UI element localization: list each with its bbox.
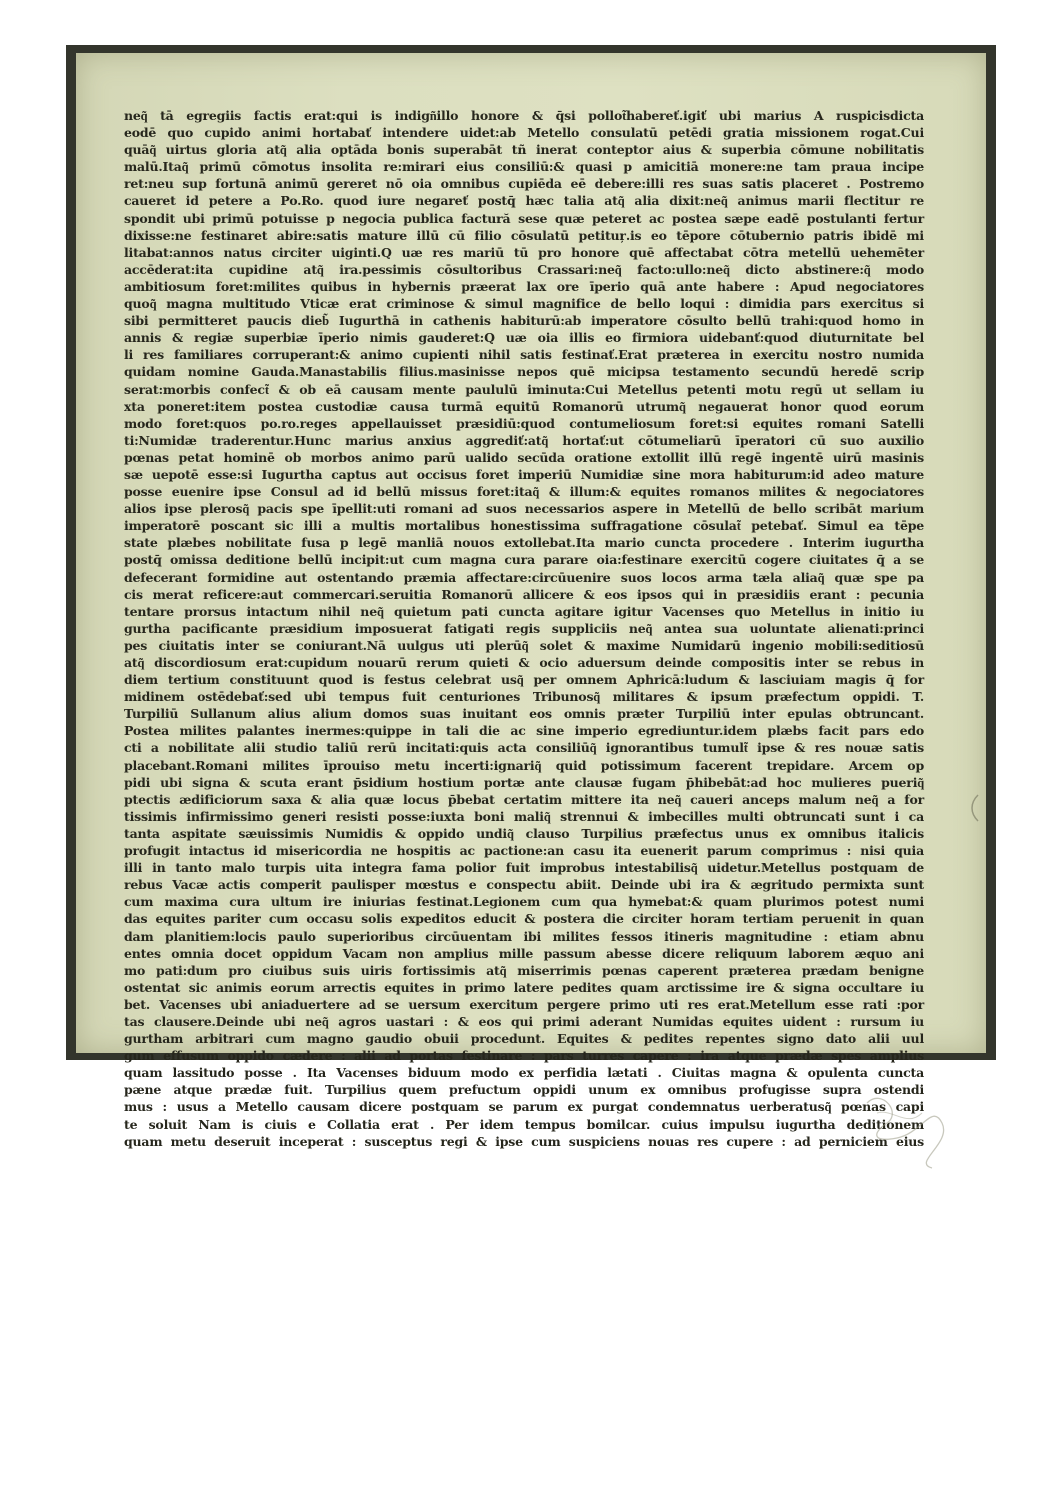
text-line: sæ uepotē esse:si Iugurtha captus aut occisus foret imperiū Numidiæ sine mora habiturum:id adeo mature xyxy=(124,466,924,482)
page-text xyxy=(124,107,924,1150)
text-line: bet. Vacenses ubi aniaduertere ad se uersum exercitum pergere primo uti res erat.Metellum esse rati :por xyxy=(124,996,924,1012)
text-line: tas clausere.Deinde ubi neq͂ agros uastari : & eos qui primi aderant Numidas equites uident : rursum iu xyxy=(124,1013,924,1029)
text-line: sibi permitteret paucis dieb͂ Iugurthā in cathenis habiturū:ab imperatore cōsulto bellū trahi:quod homo in xyxy=(124,313,924,329)
text-line: li res familiares corruperant:& animo cupienti nihil satis festinať.Erat præterea in exercitu nostro numida xyxy=(124,347,924,363)
text-line: state plæbes nobilitate fusa p legē manliā nouos extollebat.Ita mario cuncta procedere . Interim iugurtha xyxy=(124,535,924,551)
text-line: mo pati:dum pro ciuibus suis uiris fortissimis atq͂ miserrimis pœnas caperent præterea prædam benigne xyxy=(124,962,924,978)
text-line: te soluit Nam is ciuis e Collatia erat . Per idem tempus bomilcar. cuius impulsu iugurtha deditionem xyxy=(124,1116,924,1132)
text-line: accēderat:ita cupidine atq͂ ira.pessimis cōsultoribus Crassari:neq͂ facto:ullo:neq͂ dicto abstinere:q͂ modo xyxy=(124,261,924,277)
text-line: ostentat sic animis eorum arrectis equites in primo latere pedites quam arctissime ire & signa occultare iu xyxy=(124,979,924,995)
text-line: quam lassitudo posse . Ita Vacenses biduum modo ex perfidia lætati . Ciuitas magna & opulenta cuncta xyxy=(124,1065,924,1081)
text-line: quoq͂ magna multitudo Vticæ erat criminose & simul magnifice de bello loqui : dimidia pars exercitus si xyxy=(124,296,924,312)
text-line: Turpiliū Sullanum alius alium domos suas inuitant eos omnis præter Turpiliū inter epulas obtruncant. xyxy=(124,706,924,722)
text-line: imperatorē poscant sic illi a multis mortalibus honestissima suffragatione cōsulat͂ petebať. Simul ea tēpe xyxy=(124,518,924,534)
text-line: alios ipse plerosq͂ pacis spe īpellit:uti romani ad suos necessarios aspere in Metellū de bello scribāt marium xyxy=(124,501,924,517)
text-line: mus : usus a Metello causam dicere postquam se parum ex purgat condemnatus uerberatusq͂ pœnas capi xyxy=(124,1099,924,1115)
text-line: pes ciuitatis inter se coniurant.Nā uulgus uti plerūq͂ solet & maxime Numidarū ingenio mobili:seditiosū xyxy=(124,637,924,653)
text-line: tanta aspitate sæuissimis Numidis & oppido undiq͂ clauso Turpilius præfectus unus ex omnibus italicis xyxy=(124,825,924,841)
text-line: spondit ubi primū potuisse p negocia publica factură sese quæ peteret ac postea sæpe eadē postulanti fertur xyxy=(124,210,924,226)
text-line: midinem ostēdebať:sed ubi tempus fuit centuriones Tribunosq͂ militares & ipsum præfectum oppidi. T. xyxy=(124,689,924,705)
text-line: pæne atque prædæ fuit. Turpilius quem prefuctum oppidi unum ex omnibus profugisse supra ostendi xyxy=(124,1082,924,1098)
text-line: ambitiosum foret:milites quibus in hybernis præerat lax ore īperio quā ante habere : Apud negociatores xyxy=(124,278,924,294)
text-line: quāq͂ uirtus gloria atq͂ alia optāda bonis superabāt tñ inerat conteptor aius & superbia cōmune nobilitatis xyxy=(124,142,924,158)
text-line: cti a nobilitate alii studio taliū rerū incitati:quis acta consiliūq͂ ignorantibus tumult͂ ipse & res nouæ satis xyxy=(124,740,924,756)
text-line: litabat:annos natus circiter uiginti.Q uæ res mariū tū pro honore quē affectabat cōtra metellū uehemēter xyxy=(124,244,924,260)
text-line: posse euenire ipse Consul ad id bellū missus foret:itaq͂ & illum:& equites romanos milites & negociatores xyxy=(124,484,924,500)
text-line: caueret id petere a Po.Ro. quod iure negareť postq̄ hæc talia atq͂ alia dixit:neq͂ animus marii flectitur re xyxy=(124,193,924,209)
text-line: Postea milites palantes inermes:quippe in tali die ac sine imperio egrediuntur.idem plæbs facit pars edo xyxy=(124,723,924,739)
text-line: annis & regiæ superbiæ īperio nimis gauderet:Q uæ oia illis eo firmiora uidebanť:quod diuturnitate bel xyxy=(124,330,924,346)
text-line: illi in tanto malo turpis uita integra fama polior fuit improbus intestabilisq͂ uidetur.Metellus postquam de xyxy=(124,860,924,876)
text-line: modo foret:quos po.ro.reges appellauisset præsidiū:quod contumeliosum foret:si equites romani Satelli xyxy=(124,415,924,431)
text-line: gurtha pacificante præsidium imposuerat fatigati regis suppliciis neq͂ antea sua uoluntate alienati:princi xyxy=(124,620,924,636)
text-line: ti:Numidæ traderentur.Hunc marius anxius aggrediť:atq͂ hortať:ut cōtumeliarū īperatori cū suo auxilio xyxy=(124,432,924,448)
margin-mark-icon xyxy=(968,793,982,823)
text-line: malū.Itaq͂ primū cōmotus insolita re:mirari eius consiliū:& quasi p amicitiā monere:ne tam praua incipe xyxy=(124,159,924,175)
text-line: rebus Vacæ actis comperit paulisper mœstus e conspectu abiit. Deinde ubi ira & ægritudo permixta sunt xyxy=(124,877,924,893)
text-line: gurtham arbitrari cum magno gaudio obuii procedunt. Equites & pedites repentes signo dato alii uul xyxy=(124,1031,924,1047)
scan-mount xyxy=(66,45,996,1149)
text-line: placebant.Romani milites īprouiso metu incerti:ignariq͂ quid potissimum facerent trepidare. Arcem op xyxy=(124,757,924,773)
text-line: tentare prorsus intactum nihil neq͂ quietum pati cuncta agitare igitur Vacenses quo Metellus in initio iu xyxy=(124,603,924,619)
text-line: gum effusum oppido cædere : alii ad portas festinare : pars turres capere : ira atque prædæ spes amplius xyxy=(124,1048,924,1064)
text-line: quidam nomine Gauda.Manastabilis filius.masinisse nepos quē micipsa testamento secundū heredē scrip xyxy=(124,364,924,380)
text-line: pœnas petat hominē ob morbos animo parū ualido secūda oratione extollit illū regē ingentē uirū masinis xyxy=(124,449,924,465)
text-line: diem tertium constituunt quod is festus celebrat usq͂ per omnem Aphricā:ludum & lasciuiam magis q̄ for xyxy=(124,672,924,688)
text-line: dixisse:ne festinaret abire:satis mature illū cū filio cōsulatū petituŗ.is eo tēpore cōtubernio patris ibidē mi xyxy=(124,227,924,243)
text-line: quam metu deseruit inceperat : susceptus regi & ipse cum suspiciens nouas res cupere : ad perniciem eius xyxy=(124,1133,924,1149)
text-line: neq͂ tā egregiis factis erat:qui is indign͂illo honore & q̄si pollot͂habereť.igiť ubi marius A ruspicisdicta xyxy=(124,108,924,123)
pencil-scribble-icon xyxy=(862,1083,952,1173)
text-line: cum maxima cura ultum ire iniurias festinat.Legionem cum qua hymebat:& quam plurimos potest numi xyxy=(124,894,924,910)
text-line: cis merat reficere:aut commercari.seruitia Romanorū allicere & eos ipsos qui in præsidiis erant : pecunia xyxy=(124,586,924,602)
text-line: profugit intactus id misericordia ne hospitis ac pactione:an casu ita euenerit parum comprimus : nisi quia xyxy=(124,843,924,859)
text-line: dam planitiem:locis paulo superioribus circūuentam ibi milites fessos itineris magnitudine : etiam abnu xyxy=(124,928,924,944)
text-line: das equites pariter cum occasu solis expeditos educit & postera die circiter horam tertiam peruenit in quan xyxy=(124,911,924,927)
text-line: xta poneret:item postea custodiæ causa turmā equitū Romanorū utrumq͂ negauerat honor quod eorum xyxy=(124,398,924,414)
text-line: postq̄ omissa deditione bellū incipit:ut cum magna cura parare oia:festinare exercitū cogere ciuitates q̄ a se xyxy=(124,552,924,568)
text-line: entes omnia docet oppidum Vacam non amplius mille passum abesse dicere reliquum laborem æquo ani xyxy=(124,945,924,961)
text-line: ret:neu sup fortunā animū gereret nō oia omnibus cupiēda eē debere:illi res suas satis placeret . Postremo xyxy=(124,176,924,192)
text-line: tissimis infirmissimo generi resisti posse:iuxta boni maliq͂ strennui & imbecilles multi obtruncati sunt i ca xyxy=(124,808,924,824)
printed-page xyxy=(76,53,986,1149)
text-line: atq͂ discordiosum erat:cupidum nouarū rerum quieti & ocio aduersum deinde compositis inter se rebus in xyxy=(124,655,924,670)
text-line: serat:morbis confect͂ & ob eā causam mente paululū iminuta:Cui Metellus petenti motu regū ut sellam iu xyxy=(124,381,924,397)
text-line: pidi ubi signa & scuta erant p̄sidium hostium portæ ante clausæ fugam p̄hibebāt:ad hoc mulieres pueriq͂ xyxy=(124,774,924,790)
text-line: ptectis ædificiorum saxa & alia quæ locus p̄bebat certatim mittere ita neq͂ caueri anceps malum neq͂ a for xyxy=(124,791,924,807)
text-line: defecerant formidine aut ostentando præmia affectare:circūuenire suos locos arma tæla aliaq͂ quæ spe pa xyxy=(124,569,924,585)
text-line: eodē quo cupido animi hortabať intendere uidet:ab Metello consulatū petēdi gratia missionem rogat.Cui xyxy=(124,125,924,141)
